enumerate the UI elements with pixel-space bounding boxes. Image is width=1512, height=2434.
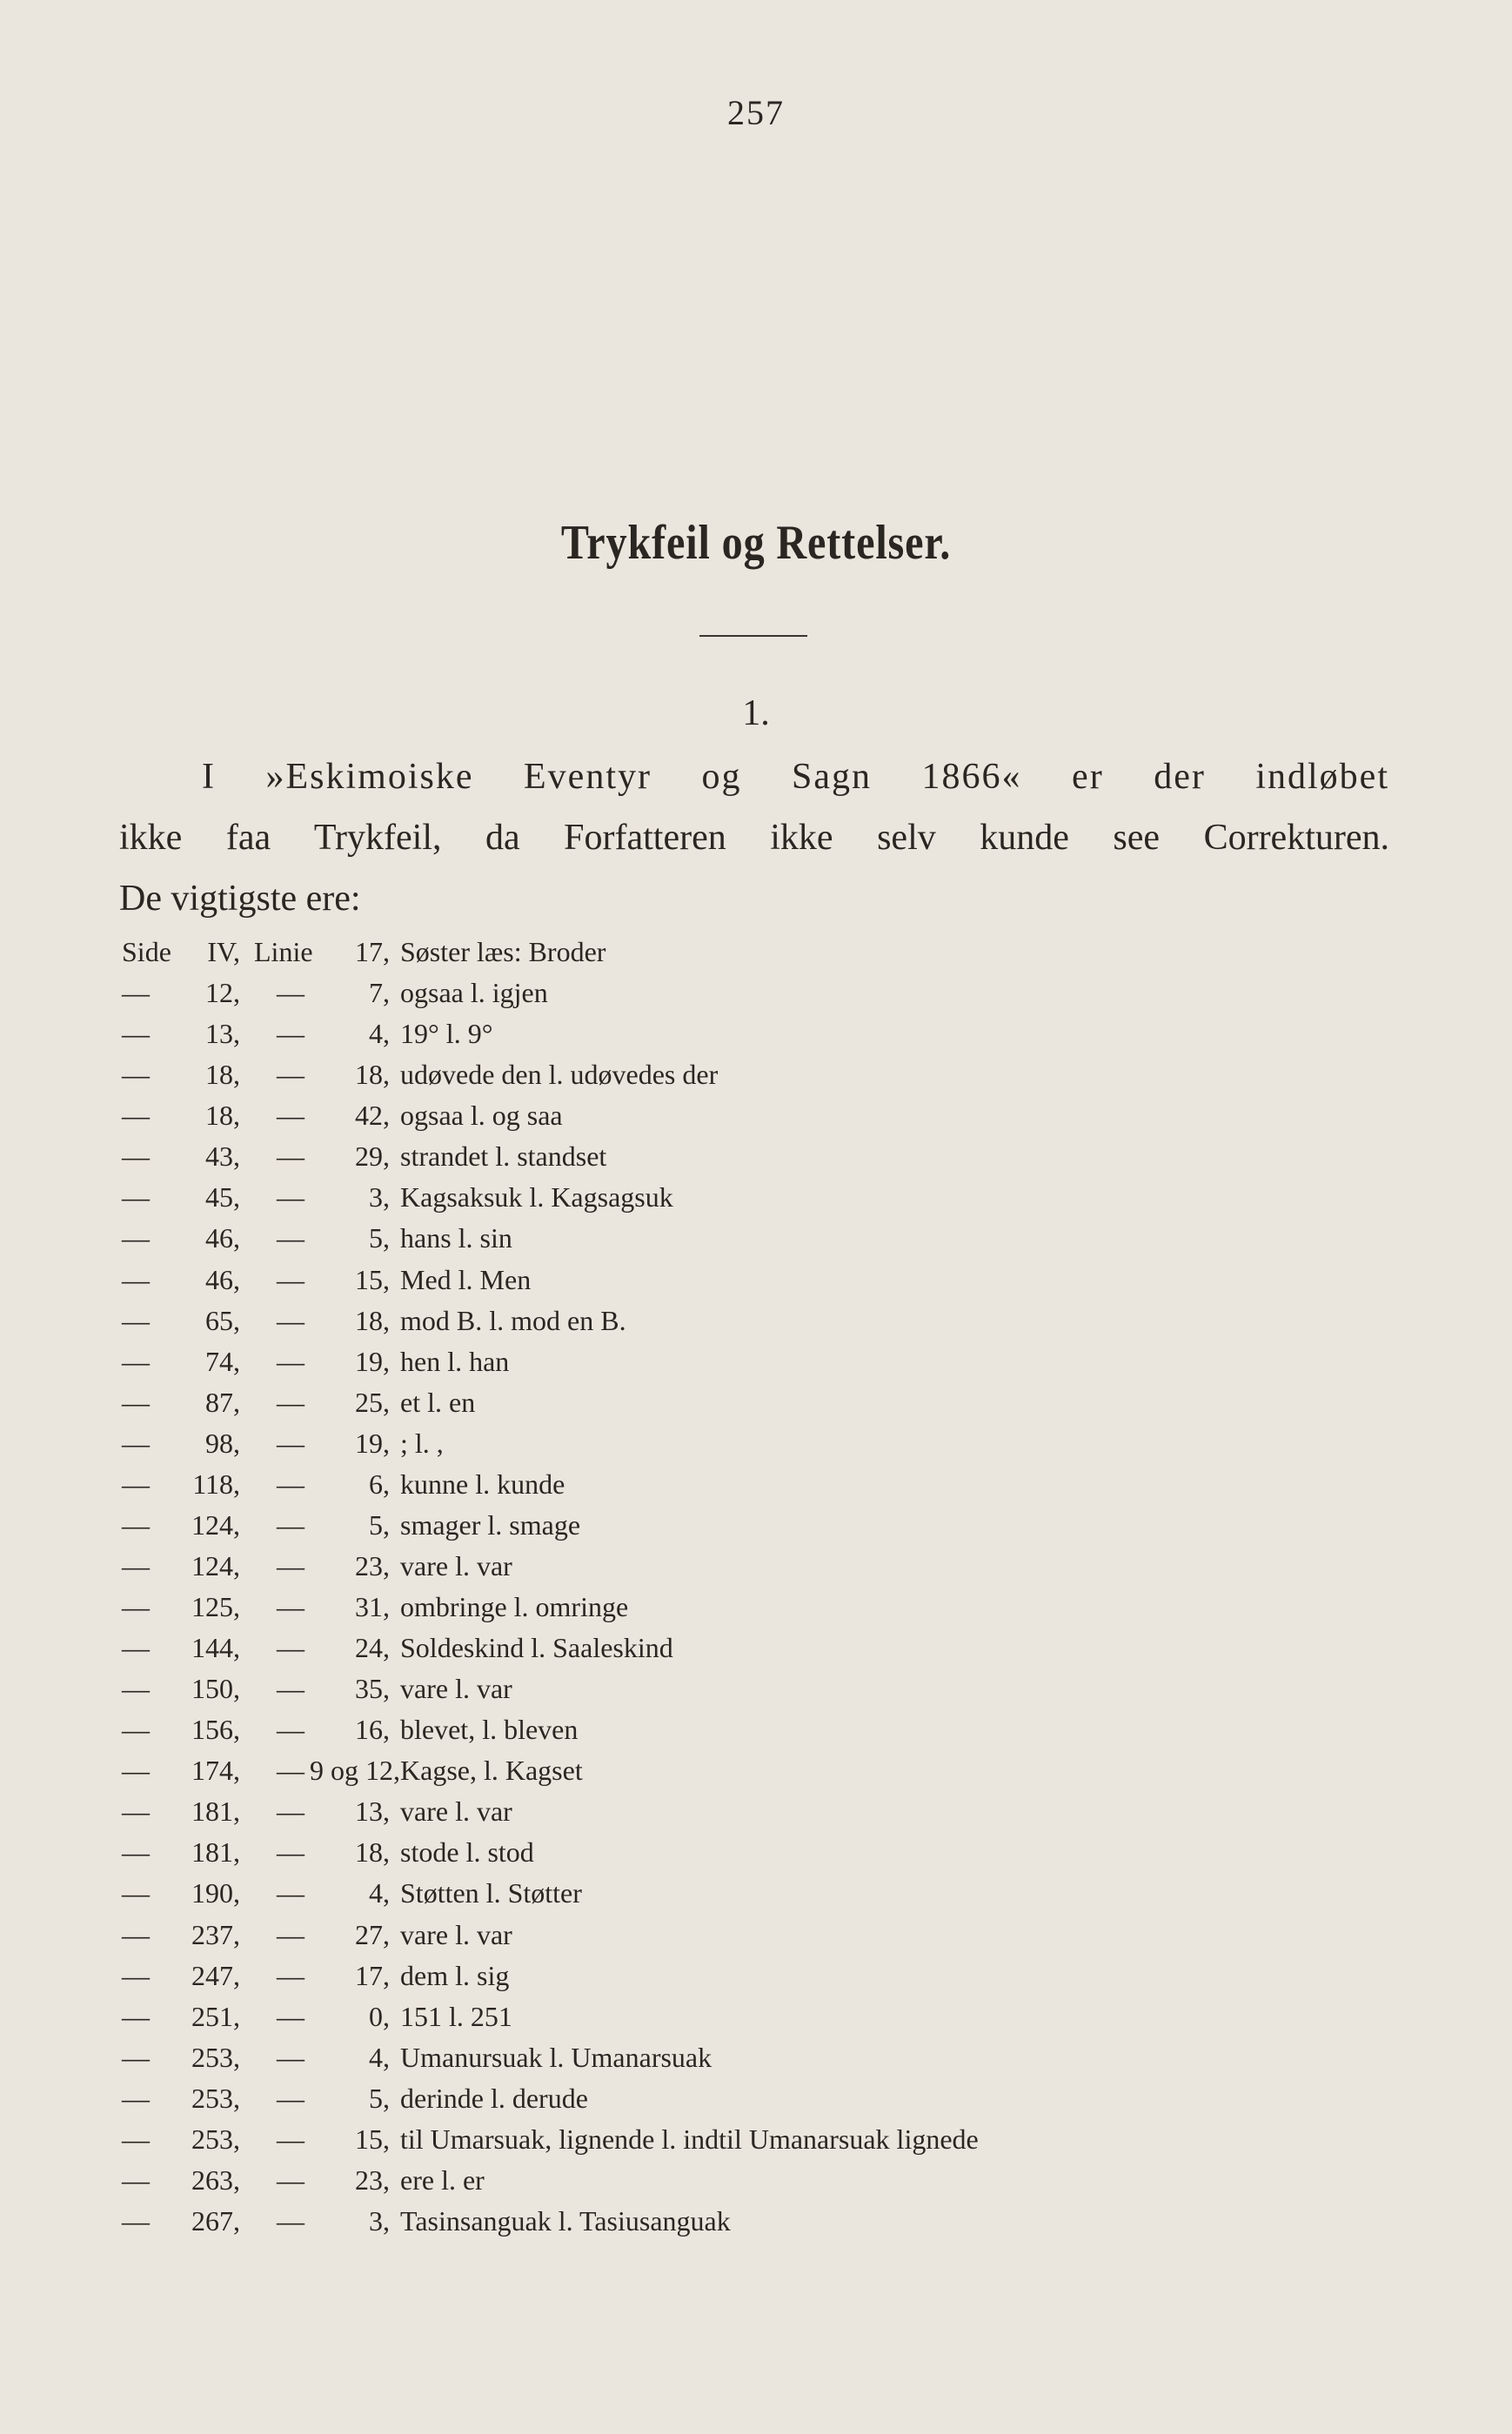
correction-text: til Umarsuak, lignende l. indtil Umanarsuak lignede (400, 2123, 979, 2155)
correction-text: 151 l. 251 (400, 2000, 512, 2032)
page-title: Trykfeil og Rettelser. (560, 516, 952, 570)
linie-dash: — (277, 2082, 304, 2114)
linie-dash: — (277, 1427, 304, 1459)
page-dash: — (122, 2204, 150, 2237)
errata-row (0, 1750, 1512, 1791)
line-ref: 29, (355, 1140, 390, 1173)
line-ref: 3, (369, 1181, 390, 1214)
line-ref: 31, (355, 1591, 390, 1622)
correction-text: 19° l. 9° (400, 1018, 493, 1050)
linie-dash: — (277, 2041, 304, 2073)
line-ref: 24, (355, 1632, 390, 1664)
line-ref: 15, (355, 2123, 390, 2155)
linie-dash: — (277, 1591, 304, 1622)
linie-dash: — (277, 1959, 304, 1991)
page-ref: 46, (205, 1222, 240, 1254)
page-dash: — (122, 977, 150, 1009)
intro-line-1: I »Eskimoiske Eventyr og Sagn 1866« er der indløbet (202, 757, 1389, 797)
linie-dash: — (277, 1632, 304, 1664)
page-ref: 253, (191, 2123, 240, 2155)
correction-text: Soldeskind l. Saaleskind (400, 1632, 673, 1664)
linie-dash: — (277, 1181, 304, 1214)
correction-text: Med l. Men (400, 1263, 532, 1295)
line-ref: 7, (369, 977, 390, 1009)
page-dash: — (122, 1386, 150, 1418)
line-ref: 27, (355, 1918, 390, 1950)
page-dash: — (122, 1059, 150, 1091)
errata-row (0, 1218, 1512, 1259)
correction-text: vare l. var (400, 1918, 512, 1950)
page-dash: — (122, 2082, 150, 2114)
linie-dash: — (277, 2163, 304, 2196)
correction-text: strandet l. standset (400, 1140, 607, 1173)
linie-dash: — (277, 1755, 304, 1787)
line-ref: 15, (355, 1263, 390, 1295)
correction-text: dem l. sig (400, 1959, 510, 1991)
errata-row (0, 1628, 1512, 1668)
line-ref: 17, (355, 936, 390, 967)
correction-text: Tasinsanguak l. Tasiusanguak (400, 2204, 731, 2237)
line-ref: 3, (369, 2204, 390, 2237)
correction-text: Kagse, l. Kagset (400, 1755, 583, 1787)
line-ref: 0, (369, 2000, 390, 2032)
correction-text: hans l. sin (400, 1222, 512, 1254)
line-ref: 4, (369, 1877, 390, 1909)
linie-dash: — (277, 1263, 304, 1295)
linie-dash: — (277, 2204, 304, 2237)
correction-text: ere l. er (400, 2163, 485, 2196)
correction-text: ogsaa l. og saa (400, 1100, 563, 1132)
page-ref: IV, (207, 936, 240, 967)
line-ref: 5, (369, 2082, 390, 2114)
correction-text: ombringe l. omringe (400, 1591, 629, 1622)
line-ref: 19, (355, 1427, 390, 1459)
errata-row (0, 1013, 1512, 1054)
page-ref: 118, (192, 1468, 240, 1500)
page-dash: — (122, 1304, 150, 1336)
page-ref: 247, (191, 1959, 240, 1991)
linie-label: Linie (254, 936, 313, 967)
linie-dash: — (277, 1345, 304, 1377)
correction-text: vare l. var (400, 1549, 512, 1581)
errata-row (0, 1668, 1512, 1709)
correction-text: Søster læs: Broder (400, 936, 606, 967)
page-dash: — (122, 1100, 150, 1132)
linie-dash: — (277, 1918, 304, 1950)
linie-dash: — (277, 1549, 304, 1581)
line-ref: 4, (369, 1018, 390, 1050)
page-ref: 263, (191, 2163, 240, 2196)
page-ref: 43, (205, 1140, 240, 1173)
page-ref: 46, (205, 1263, 240, 1295)
page-ref: 124, (191, 1508, 240, 1541)
page-dash: — (122, 1508, 150, 1541)
linie-dash: — (277, 1222, 304, 1254)
page-dash: — (122, 2163, 150, 2196)
errata-row (0, 1095, 1512, 1136)
errata-row (0, 1709, 1512, 1750)
line-ref: 18, (355, 1836, 390, 1869)
line-ref: 9 og 12, (310, 1755, 400, 1787)
page-ref: 267, (191, 2204, 240, 2237)
page-dash: — (122, 1877, 150, 1909)
line-ref: 6, (369, 1468, 390, 1500)
page-ref: 251, (191, 2000, 240, 2032)
page-dash: — (122, 1549, 150, 1581)
correction-text: Kagsaksuk l. Kagsagsuk (400, 1181, 673, 1214)
correction-text: smager l. smage (400, 1508, 581, 1541)
section-number: 1. (742, 693, 770, 733)
page-ref: 125, (191, 1591, 240, 1622)
intro-line-3: De vigtigste ere: (119, 879, 361, 919)
page-ref: 181, (191, 1836, 240, 1869)
linie-dash: — (277, 1386, 304, 1418)
errata-row (0, 2201, 1512, 2242)
line-ref: 4, (369, 2041, 390, 2073)
errata-row (0, 973, 1512, 1013)
page-ref: 65, (205, 1304, 240, 1336)
errata-row (0, 1177, 1512, 1218)
page-dash: — (122, 2000, 150, 2032)
page-dash: — (122, 1427, 150, 1459)
page-ref: 144, (191, 1632, 240, 1664)
errata-row (0, 2160, 1512, 2201)
page-ref: 174, (191, 1755, 240, 1787)
page-ref: 98, (205, 1427, 240, 1459)
page-dash: — (122, 1755, 150, 1787)
correction-text: et l. en (400, 1386, 476, 1418)
correction-text: derinde l. derude (400, 2082, 588, 2114)
line-ref: 19, (355, 1345, 390, 1377)
correction-text: Støtten l. Støtter (400, 1877, 582, 1909)
page-dash: — (122, 1714, 150, 1746)
errata-row (0, 1382, 1512, 1423)
line-ref: 23, (355, 1549, 390, 1581)
errata-row (0, 1423, 1512, 1464)
errata-row (0, 1915, 1512, 1956)
page-dash: — (122, 1795, 150, 1828)
line-ref: 5, (369, 1222, 390, 1254)
errata-row (0, 1996, 1512, 2037)
page-ref: 45, (205, 1181, 240, 1214)
side-label: Side (122, 936, 171, 967)
correction-text: blevet, l. bleven (400, 1714, 579, 1746)
page-dash: — (122, 2123, 150, 2155)
errata-row (0, 1791, 1512, 1832)
errata-row (0, 2119, 1512, 2160)
correction-text: ; l. , (400, 1427, 444, 1459)
linie-dash: — (277, 1673, 304, 1705)
linie-dash: — (277, 1468, 304, 1500)
page-ref: 190, (191, 1877, 240, 1909)
correction-text: vare l. var (400, 1673, 512, 1705)
page-dash: — (122, 1181, 150, 1214)
intro-line-2: ikke faa Trykfeil, da Forfatteren ikke selv kunde see Correkturen. (119, 818, 1389, 858)
linie-dash: — (277, 2000, 304, 2032)
errata-row (0, 1054, 1512, 1095)
errata-row (0, 1136, 1512, 1177)
page-dash: — (122, 1632, 150, 1664)
errata-row (0, 2078, 1512, 2119)
errata-header-row (0, 932, 1512, 973)
errata-row (0, 1464, 1512, 1505)
page-dash: — (122, 1222, 150, 1254)
correction-text: mod B. l. mod en B. (400, 1304, 626, 1336)
correction-text: kunne l. kunde (400, 1468, 565, 1500)
linie-dash: — (277, 1100, 304, 1132)
linie-dash: — (277, 1877, 304, 1909)
correction-text: stode l. stod (400, 1836, 534, 1869)
errata-row (0, 1873, 1512, 1914)
errata-row (0, 1260, 1512, 1301)
page-ref: 74, (205, 1345, 240, 1377)
page-ref: 18, (205, 1100, 240, 1132)
line-ref: 18, (355, 1059, 390, 1091)
line-ref: 23, (355, 2163, 390, 2196)
page-ref: 253, (191, 2082, 240, 2114)
page-ref: 13, (205, 1018, 240, 1050)
page-dash: — (122, 1959, 150, 1991)
errata-row (0, 1587, 1512, 1628)
line-ref: 18, (355, 1304, 390, 1336)
correction-text: udøvede den l. udøvedes der (400, 1059, 719, 1091)
correction-text: hen l. han (400, 1345, 510, 1377)
linie-dash: — (277, 2123, 304, 2155)
line-ref: 5, (369, 1508, 390, 1541)
title-divider (699, 635, 807, 637)
page-ref: 87, (205, 1386, 240, 1418)
linie-dash: — (277, 977, 304, 1009)
linie-dash: — (277, 1140, 304, 1173)
page-ref: 18, (205, 1059, 240, 1091)
line-ref: 25, (355, 1386, 390, 1418)
page-ref: 156, (191, 1714, 240, 1746)
errata-row (0, 2037, 1512, 2078)
page-dash: — (122, 1591, 150, 1622)
page-ref: 150, (191, 1673, 240, 1705)
page-dash: — (122, 1673, 150, 1705)
page-dash: — (122, 1918, 150, 1950)
linie-dash: — (277, 1018, 304, 1050)
page-ref: 12, (205, 977, 240, 1009)
errata-row (0, 1956, 1512, 1996)
correction-text: vare l. var (400, 1795, 512, 1828)
errata-row (0, 1341, 1512, 1382)
errata-row (0, 1832, 1512, 1873)
correction-text: Umanursuak l. Umanarsuak (400, 2041, 713, 2073)
page-ref: 253, (191, 2041, 240, 2073)
page-dash: — (122, 1263, 150, 1295)
errata-list (0, 932, 1512, 2242)
correction-text: ogsaa l. igjen (400, 977, 548, 1009)
errata-row (0, 1546, 1512, 1587)
line-ref: 13, (355, 1795, 390, 1828)
linie-dash: — (277, 1059, 304, 1091)
errata-row (0, 1301, 1512, 1341)
linie-dash: — (277, 1508, 304, 1541)
linie-dash: — (277, 1836, 304, 1869)
line-ref: 42, (355, 1100, 390, 1132)
errata-row (0, 1505, 1512, 1546)
line-ref: 17, (355, 1959, 390, 1991)
page-number: 257 (727, 93, 785, 132)
linie-dash: — (277, 1795, 304, 1828)
page-ref: 181, (191, 1795, 240, 1828)
page-dash: — (122, 1140, 150, 1173)
page-dash: — (122, 1836, 150, 1869)
page-ref: 124, (191, 1549, 240, 1581)
page-dash: — (122, 1018, 150, 1050)
line-ref: 16, (355, 1714, 390, 1746)
linie-dash: — (277, 1304, 304, 1336)
page-ref: 237, (191, 1918, 240, 1950)
line-ref: 35, (355, 1673, 390, 1705)
page-dash: — (122, 2041, 150, 2073)
linie-dash: — (277, 1714, 304, 1746)
page-dash: — (122, 1468, 150, 1500)
page-dash: — (122, 1345, 150, 1377)
